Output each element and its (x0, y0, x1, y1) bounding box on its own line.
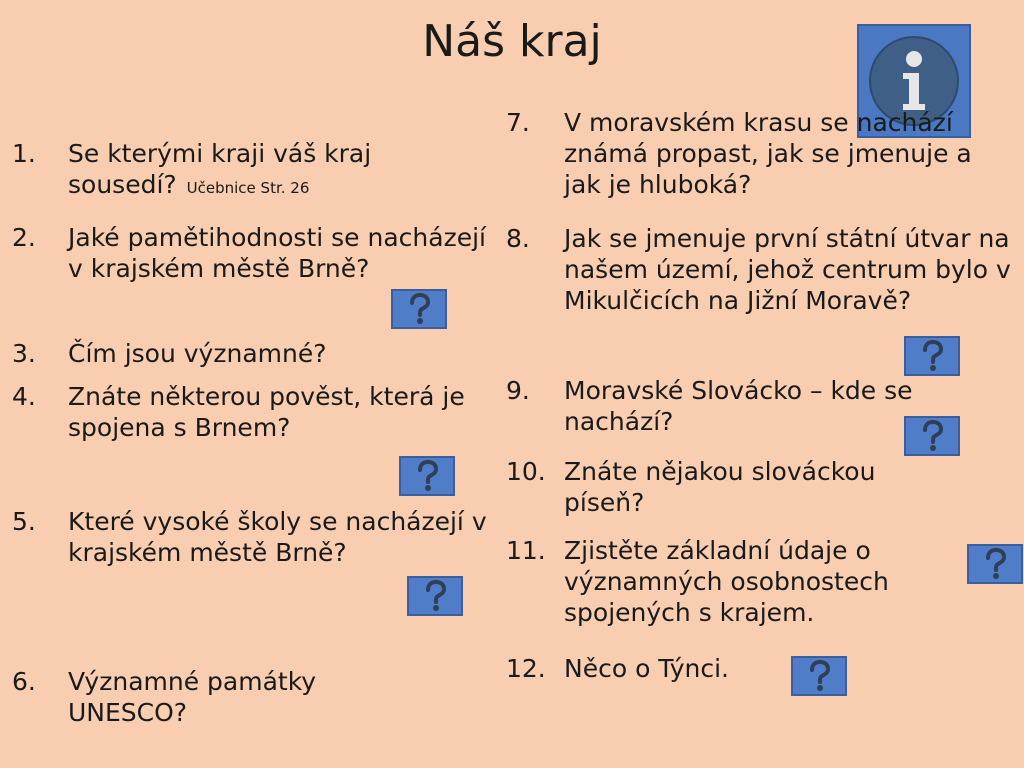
item-number: 7. (506, 108, 530, 137)
question-mark-icon (906, 418, 958, 454)
item-number: 6. (12, 667, 36, 696)
item-text: Moravské Slovácko – kde se nachází? (564, 376, 913, 436)
slide-title: Náš kraj (422, 16, 602, 67)
item-text: Čím jsou významné? (68, 339, 327, 368)
question-mark-icon (393, 291, 445, 327)
question-mark-icon (793, 658, 845, 694)
item-text: Něco o Týnci. (564, 654, 729, 683)
textbook-note: Učebnice Str. 26 (186, 179, 310, 197)
item-text: Znáte některou pověst, která je spojena s Brnem? (68, 382, 465, 442)
question-button-item-4[interactable] (399, 456, 455, 496)
item-number: 3. (12, 339, 36, 368)
item-number: 12. (506, 654, 546, 683)
question-button-item-11[interactable] (967, 544, 1023, 584)
question-button-item-8[interactable] (904, 336, 960, 376)
question-button-item-5[interactable] (407, 576, 463, 616)
item-number: 8. (506, 224, 530, 253)
item-text: Které vysoké školy se nacházejí v krajském městě Brně? (68, 507, 487, 567)
item-text: Znáte nějakou slováckou píseň? (564, 457, 876, 517)
item-number: 10. (506, 457, 546, 486)
item-text: Jak se jmenuje první státní útvar na našem území, jehož centrum bylo v Mikulčicích na Jižní Moravě? (564, 224, 1011, 315)
item-text: Se kterými kraji váš kraj sousedí? (68, 139, 372, 199)
item-number: 11. (506, 536, 546, 565)
question-mark-icon (401, 458, 453, 494)
item-number: 5. (12, 507, 36, 536)
item-text: Zjistěte základní údaje o významných osobnostech spojených s krajem. (564, 536, 889, 627)
item-number: 4. (12, 382, 36, 411)
item-number: 9. (506, 376, 530, 405)
question-mark-icon (969, 546, 1021, 582)
question-button-item-12[interactable] (791, 656, 847, 696)
item-text: V moravském krasu se nachází známá propast, jak se jmenuje a jak je hluboká? (564, 108, 972, 199)
item-text: Významné památky UNESCO? (68, 667, 317, 727)
question-mark-icon (906, 338, 958, 374)
item-number: 2. (12, 223, 36, 252)
item-text: Jaké pamětihodnosti se nacházejí v krajském městě Brně? (68, 223, 486, 283)
question-mark-icon (409, 578, 461, 614)
question-button-item-2[interactable] (391, 289, 447, 329)
question-button-item-9[interactable] (904, 416, 960, 456)
item-number: 1. (12, 139, 36, 168)
